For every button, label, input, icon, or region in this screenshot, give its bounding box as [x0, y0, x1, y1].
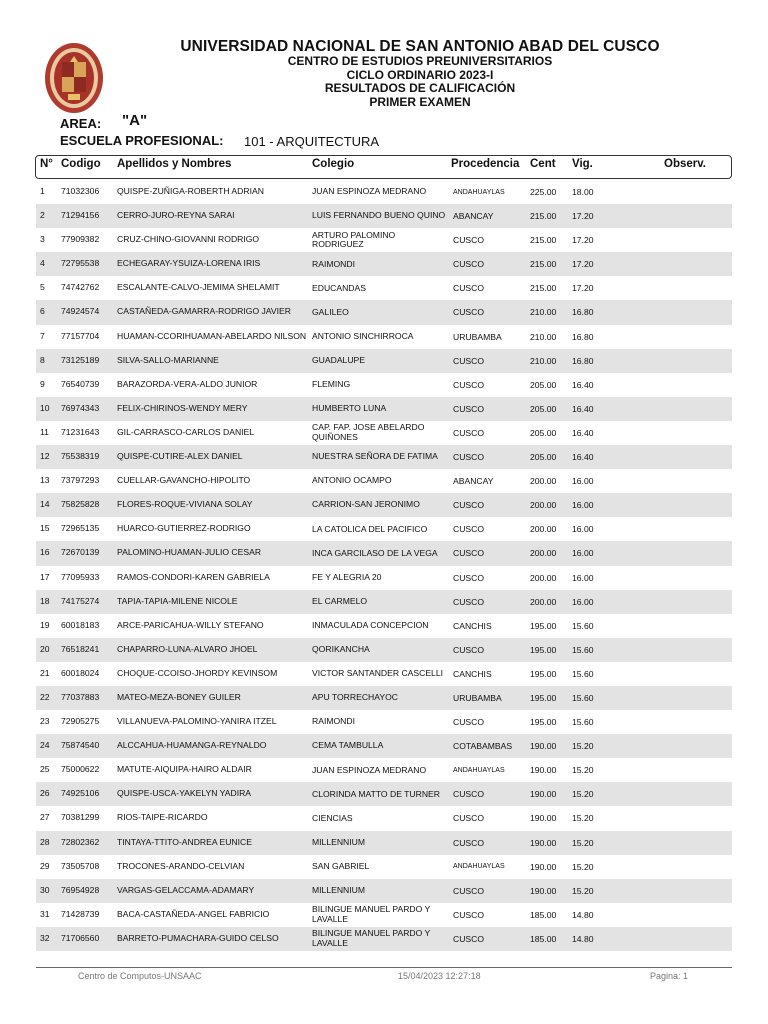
cell-college: CEMA TAMBULLA: [312, 740, 384, 751]
cell-college: NUESTRA SEÑORA DE FATIMA: [312, 451, 438, 462]
cell-origin: ANDAHUAYLAS: [453, 766, 505, 774]
cell-college: SAN GABRIEL: [312, 860, 370, 871]
cell-name: RAMOS-CONDORI-KAREN GABRIELA: [117, 571, 270, 582]
cell-name: HUARCO-GUTIERREZ-RODRIGO: [117, 523, 251, 534]
table-row: [36, 325, 732, 349]
cell-code: 71706560: [61, 932, 100, 943]
cell-n: 5: [40, 282, 45, 293]
cell-n: 16: [40, 547, 50, 558]
cell-origin: CUSCO: [453, 813, 485, 824]
cell-code: 71428739: [61, 908, 100, 919]
table-row: [36, 710, 732, 734]
footer-timestamp: 15/04/2023 12:27:18: [398, 971, 481, 981]
cell-code: 73797293: [61, 475, 100, 486]
table-row: [36, 614, 732, 638]
cell-origin: CUSCO: [453, 644, 485, 655]
cell-code: 76540739: [61, 378, 100, 389]
cell-code: 60018183: [61, 619, 100, 630]
cell-origin: ABANCAY: [453, 211, 494, 222]
cell-n: 20: [40, 643, 50, 654]
cell-vig: 15.60: [572, 644, 594, 655]
cell-name: GIL-CARRASCO-CARLOS DANIEL: [117, 426, 255, 437]
cell-n: 26: [40, 788, 50, 799]
school-label: ESCUELA PROFESIONAL:: [60, 133, 224, 148]
cell-score: 215.00: [530, 259, 557, 270]
cell-college: QORIKANCHA: [312, 644, 370, 655]
cell-code: 76518241: [61, 643, 100, 654]
area-value: "A": [122, 112, 148, 129]
cell-origin: CUSCO: [453, 789, 485, 800]
cell-code: 73505708: [61, 860, 100, 871]
cell-vig: 15.60: [572, 668, 594, 679]
col-score: Cent: [530, 158, 556, 170]
cell-score: 185.00: [530, 909, 557, 920]
cell-score: 195.00: [530, 692, 557, 703]
table-row: [36, 541, 732, 565]
cell-n: 24: [40, 740, 50, 751]
table-row: [36, 397, 732, 421]
cell-vig: 17.20: [572, 235, 594, 246]
cell-college: BILINGUE MANUEL PARDO Y LAVALLE: [312, 928, 431, 948]
cell-college: APU TORRECHAYOC: [312, 692, 398, 703]
cell-n: 32: [40, 932, 50, 943]
footer-divider: [36, 967, 732, 968]
cell-n: 25: [40, 764, 50, 775]
cell-n: 28: [40, 836, 50, 847]
cell-vig: 17.20: [572, 259, 594, 270]
table-row: [36, 204, 732, 228]
table-row: [36, 638, 732, 662]
cell-vig: 16.80: [572, 355, 594, 366]
cell-name: CASTAÑEDA-GAMARRA-RODRIGO JAVIER: [117, 306, 291, 317]
cell-college: INCA GARCILASO DE LA VEGA: [312, 547, 438, 558]
cycle-title: CICLO ORDINARIO 2023-I: [346, 67, 494, 82]
cell-vig: 18.00: [572, 187, 594, 197]
cell-score: 210.00: [530, 307, 557, 318]
cell-vig: 15.60: [572, 620, 594, 631]
cell-n: 13: [40, 475, 50, 486]
cell-score: 190.00: [530, 861, 557, 872]
table-row: [36, 758, 732, 782]
cell-name: TROCONES-ARANDO-CELVIAN: [117, 860, 245, 871]
cell-score: 190.00: [530, 837, 557, 848]
cell-code: 77095933: [61, 571, 100, 582]
cell-score: 205.00: [530, 379, 557, 390]
table-row: [36, 855, 732, 879]
cell-origin: CUSCO: [453, 452, 485, 463]
cell-code: 70381299: [61, 812, 100, 823]
cell-origin: CUSCO: [453, 572, 485, 583]
cell-name: VILLANUEVA-PALOMINO-YANIRA ITZEL: [117, 716, 277, 727]
cell-name: CHAPARRO-LUNA-ALVARO JHOEL: [117, 643, 258, 654]
cell-code: 75538319: [61, 451, 100, 462]
table-row: [36, 373, 732, 397]
cell-vig: 16.00: [572, 548, 594, 559]
cell-origin: CUSCO: [453, 548, 485, 559]
table-row: [36, 782, 732, 806]
cell-college: MILLENNIUM: [312, 884, 366, 895]
cell-code: 74175274: [61, 595, 100, 606]
table-row: [36, 228, 732, 252]
cell-name: TINTAYA-TTITO-ANDREA EUNICE: [117, 836, 252, 847]
cell-origin: CUSCO: [453, 259, 485, 270]
cell-origin: CUSCO: [453, 933, 485, 944]
table-row: [36, 879, 732, 903]
cell-origin: CANCHIS: [453, 620, 492, 631]
cell-score: 205.00: [530, 403, 557, 414]
cell-score: 200.00: [530, 524, 557, 535]
cell-college: EDUCANDAS: [312, 282, 366, 293]
cell-score: 195.00: [530, 644, 557, 655]
cell-name: CRUZ-CHINO-GIOVANNI RODRIGO: [117, 234, 260, 245]
results-table: [36, 180, 732, 951]
cell-vig: 16.00: [572, 572, 594, 583]
school-value: 101 - ARQUITECTURA: [244, 134, 380, 149]
cell-n: 8: [40, 354, 45, 365]
cell-score: 185.00: [530, 933, 557, 944]
cell-origin: CUSCO: [453, 717, 485, 728]
col-college: Colegio: [312, 158, 355, 170]
cell-college: VICTOR SANTANDER CASCELLI: [312, 668, 444, 679]
cell-vig: 15.20: [572, 741, 594, 752]
cell-score: 195.00: [530, 620, 557, 631]
table-row: [36, 806, 732, 830]
cell-college: FLEMING: [312, 379, 351, 389]
cell-score: 215.00: [530, 283, 557, 294]
cell-n: 3: [40, 234, 45, 245]
cell-n: 22: [40, 691, 50, 702]
table-row: [36, 276, 732, 300]
cell-vig: 16.80: [572, 331, 594, 342]
cell-origin: COTABAMBAS: [453, 741, 513, 752]
cell-vig: 16.00: [572, 596, 594, 607]
cell-vig: 16.40: [572, 379, 594, 390]
cell-college: ANTONIO OCAMPO: [312, 475, 392, 486]
cell-name: HUAMAN-CCORIHUAMAN-ABELARDO NILSON: [117, 330, 307, 341]
cell-code: 71231643: [61, 426, 100, 437]
cell-code: 75000622: [61, 764, 100, 775]
table-row: [36, 903, 732, 927]
cell-n: 11: [40, 426, 49, 437]
cell-college: GALILEO: [312, 306, 349, 317]
cell-origin: CUSCO: [453, 235, 485, 246]
cell-origin: CUSCO: [453, 885, 485, 896]
cell-origin: CUSCO: [453, 307, 485, 318]
table-row: [36, 252, 732, 276]
cell-vig: 15.60: [572, 692, 594, 703]
cell-n: 18: [40, 595, 50, 606]
cell-vig: 17.20: [572, 283, 594, 294]
cell-n: 4: [40, 258, 45, 269]
cell-code: 74924574: [61, 306, 100, 317]
cell-vig: 16.00: [572, 524, 594, 535]
cell-score: 190.00: [530, 765, 557, 776]
cell-name: FELIX-CHIRINOS-WENDY MERY: [117, 402, 248, 413]
cell-college: EL CARMELO: [312, 595, 368, 606]
cell-name: TAPIA-TAPIA-MILENE NICOLE: [117, 595, 238, 606]
table-row: [36, 927, 732, 951]
cell-origin: CUSCO: [453, 500, 485, 511]
cell-score: 195.00: [530, 717, 557, 728]
cell-code: 71032306: [61, 186, 100, 196]
cell-code: 77909382: [61, 234, 100, 245]
cell-n: 31: [40, 908, 50, 919]
cell-name: MATEO-MEZA-BONEY GUILER: [117, 691, 241, 702]
cell-vig: 15.20: [572, 765, 594, 776]
cell-vig: 16.00: [572, 500, 594, 511]
cell-name: QUISPE-USCA-YAKELYN YADIRA: [117, 788, 252, 799]
col-vig: Vig.: [572, 158, 593, 170]
cell-vig: 17.20: [572, 211, 594, 222]
cell-college: CAP. FAP. JOSE ABELARDO QUIÑONES: [312, 422, 425, 442]
cell-score: 215.00: [530, 211, 557, 222]
cell-college: MILLENNIUM: [312, 836, 366, 847]
cell-code: 76954928: [61, 884, 100, 895]
cell-n: 14: [40, 499, 50, 510]
col-name: Apellidos y Nombres: [117, 158, 232, 170]
cell-name: QUISPE-CUTIRE-ALEX DANIEL: [117, 451, 243, 462]
cell-vig: 14.80: [572, 933, 594, 944]
cell-origin: ANDAHUAYLAS: [453, 863, 505, 871]
cell-name: CHOQUE-CCOISO-JHORDY KEVINSOM: [117, 667, 278, 678]
cell-vig: 15.20: [572, 861, 594, 872]
cell-code: 72802362: [61, 836, 100, 847]
cell-name: ESCALANTE-CALVO-JEMIMA SHELAMIT: [117, 282, 280, 293]
cell-code: 75825828: [61, 499, 100, 510]
cell-origin: URUBAMBA: [453, 331, 502, 342]
cell-origin: URUBAMBA: [453, 692, 502, 703]
cell-name: BARAZORDA-VERA-ALDO JUNIOR: [117, 378, 258, 389]
table-row: [36, 180, 732, 204]
cell-code: 60018024: [61, 667, 100, 678]
cell-college: CIENCIAS: [312, 812, 353, 823]
cell-vig: 16.00: [572, 476, 594, 487]
cell-college: RAIMONDI: [312, 258, 355, 269]
cell-origin: CUSCO: [453, 524, 485, 535]
col-obs: Observ.: [664, 158, 706, 170]
cell-origin: CUSCO: [453, 355, 485, 366]
cell-code: 72965135: [61, 523, 100, 534]
col-origin: Procedencia: [451, 158, 520, 170]
cell-code: 72670139: [61, 547, 100, 558]
cell-score: 210.00: [530, 355, 557, 366]
table-row: [36, 469, 732, 493]
cell-n: 1: [40, 186, 45, 196]
cell-score: 205.00: [530, 452, 557, 463]
cell-code: 74925106: [61, 788, 100, 799]
cell-vig: 15.20: [572, 813, 594, 824]
cell-name: PALOMINO-HUAMAN-JULIO CESAR: [117, 547, 262, 558]
table-row: [36, 662, 732, 686]
table-row: [36, 349, 732, 373]
cell-college: BILINGUE MANUEL PARDO Y LAVALLE: [312, 904, 431, 924]
cell-score: 210.00: [530, 331, 557, 342]
cell-n: 27: [40, 812, 50, 823]
university-title: UNIVERSIDAD NACIONAL DE SAN ANTONIO ABAD DEL CUSCO: [180, 38, 660, 55]
cell-score: 225.00: [530, 187, 557, 197]
cell-n: 19: [40, 619, 50, 630]
cell-vig: 15.20: [572, 789, 594, 800]
table-row: [36, 566, 732, 590]
cell-score: 205.00: [530, 427, 557, 438]
cell-origin: CANCHIS: [453, 668, 492, 679]
cell-code: 72905275: [61, 716, 100, 727]
cell-score: 190.00: [530, 885, 557, 896]
cell-code: 76974343: [61, 402, 100, 413]
cell-code: 77157704: [61, 330, 100, 341]
cell-vig: 16.40: [572, 452, 594, 463]
cell-n: 21: [40, 667, 50, 678]
cell-n: 6: [40, 306, 45, 317]
cell-code: 71294156: [61, 210, 100, 221]
cell-college: LUIS FERNANDO BUENO QUINO: [312, 210, 446, 221]
cell-n: 12: [40, 451, 50, 462]
cell-code: 73125189: [61, 354, 100, 365]
cell-origin: CUSCO: [453, 596, 485, 607]
cell-code: 74742762: [61, 282, 100, 293]
cell-college: JUAN ESPINOZA MEDRANO: [312, 186, 427, 197]
cell-name: ECHEGARAY-YSUIZA-LORENA IRIS: [117, 258, 261, 269]
cell-name: MATUTE-AIQUIPA-HAIRO ALDAIR: [117, 764, 252, 775]
university-seal: [44, 42, 104, 114]
cell-college: LA CATOLICA DEL PACIFICO: [312, 523, 428, 534]
exam-title: PRIMER EXAMEN: [369, 94, 471, 109]
cell-n: 17: [40, 571, 50, 582]
cell-origin: CUSCO: [453, 909, 485, 920]
cell-n: 23: [40, 716, 50, 727]
cell-name: CERRO-JURO-REYNA SARAI: [117, 210, 235, 221]
cell-vig: 14.80: [572, 909, 594, 920]
footer-left: Centro de Computos-UNSAAC: [78, 971, 202, 981]
cell-origin: CUSCO: [453, 283, 485, 294]
cell-vig: 15.20: [572, 837, 594, 848]
cell-code: 72795538: [61, 258, 100, 269]
cell-name: SILVA-SALLO-MARIANNE: [117, 354, 219, 365]
table-row: [36, 445, 732, 469]
cell-origin: CUSCO: [453, 427, 485, 438]
cell-score: 200.00: [530, 596, 557, 607]
cell-score: 190.00: [530, 813, 557, 824]
cell-origin: CUSCO: [453, 837, 485, 848]
cell-college: CLORINDA MATTO DE TURNER: [312, 788, 440, 799]
cell-origin: ANDAHUAYLAS: [453, 188, 505, 196]
cell-n: 2: [40, 210, 45, 221]
cell-score: 215.00: [530, 235, 557, 246]
cell-code: 75874540: [61, 740, 100, 751]
cell-score: 200.00: [530, 572, 557, 583]
table-row: [36, 493, 732, 517]
cell-name: ARCE-PARICAHUA-WILLY STEFANO: [117, 619, 264, 630]
cell-n: 7: [40, 330, 45, 341]
cell-college: ANTONIO SINCHIRROCA: [312, 330, 414, 341]
cell-college: INMACULADA CONCEPCION: [312, 619, 429, 630]
cell-vig: 15.20: [572, 885, 594, 896]
cell-name: CUELLAR-GAVANCHO-HIPOLITO: [117, 475, 251, 486]
cell-college: JUAN ESPINOZA MEDRANO: [312, 764, 427, 775]
cell-n: 9: [40, 378, 45, 389]
center-title: CENTRO DE ESTUDIOS PREUNIVERSITARIOS: [287, 54, 553, 68]
cell-name: QUISPE-ZUÑIGA-ROBERTH ADRIAN: [117, 186, 264, 196]
table-row: [36, 734, 732, 758]
cell-college: FE Y ALEGRIA 20: [312, 571, 382, 582]
cell-name: RIOS-TAIPE-RICARDO: [117, 812, 208, 823]
cell-name: FLORES-ROQUE-VIVIANA SOLAY: [117, 499, 253, 510]
cell-name: BACA-CASTAÑEDA-ANGEL FABRICIO: [117, 908, 270, 919]
cell-college: RAIMONDI: [312, 716, 355, 727]
cell-score: 200.00: [530, 476, 557, 487]
table-row: [36, 300, 732, 324]
cell-origin: ABANCAY: [453, 476, 494, 487]
footer-page: Pagina: 1: [650, 971, 689, 981]
cell-n: 30: [40, 884, 50, 895]
cell-n: 15: [40, 523, 50, 534]
cell-college: ARTURO PALOMINO RODRIGUEZ: [312, 229, 396, 250]
cell-origin: CUSCO: [453, 379, 485, 390]
table-row: [36, 517, 732, 541]
cell-name: VARGAS-GELACCAMA-ADAMARY: [117, 884, 255, 895]
cell-college: CARRION-SAN JERONIMO: [312, 499, 420, 510]
cell-vig: 16.40: [572, 403, 594, 414]
cell-name: ALCCAHUA-HUAMANGA-REYNALDO: [117, 740, 267, 751]
results-title: RESULTADOS DE CALIFICACIÓN: [324, 81, 516, 95]
cell-score: 190.00: [530, 789, 557, 800]
cell-n: 29: [40, 860, 50, 871]
table-row: [36, 421, 732, 445]
cell-code: 77037883: [61, 691, 100, 702]
cell-vig: 15.60: [572, 717, 594, 728]
cell-vig: 16.80: [572, 307, 594, 318]
cell-vig: 16.40: [572, 427, 594, 438]
cell-score: 195.00: [530, 668, 557, 679]
cell-n: 10: [40, 402, 50, 413]
cell-score: 190.00: [530, 741, 557, 752]
cell-college: HUMBERTO LUNA: [312, 403, 387, 414]
cell-score: 200.00: [530, 548, 557, 559]
table-row: [36, 831, 732, 855]
cell-college: GUADALUPE: [312, 354, 366, 365]
area-label: AREA:: [60, 116, 102, 131]
col-num: N°: [40, 158, 53, 170]
col-code: Codigo: [61, 158, 101, 170]
cell-origin: CUSCO: [453, 403, 485, 414]
cell-score: 200.00: [530, 500, 557, 511]
table-row: [36, 686, 732, 710]
cell-name: BARRETO-PUMACHARA-GUIDO CELSO: [117, 932, 279, 943]
table-row: [36, 590, 732, 614]
